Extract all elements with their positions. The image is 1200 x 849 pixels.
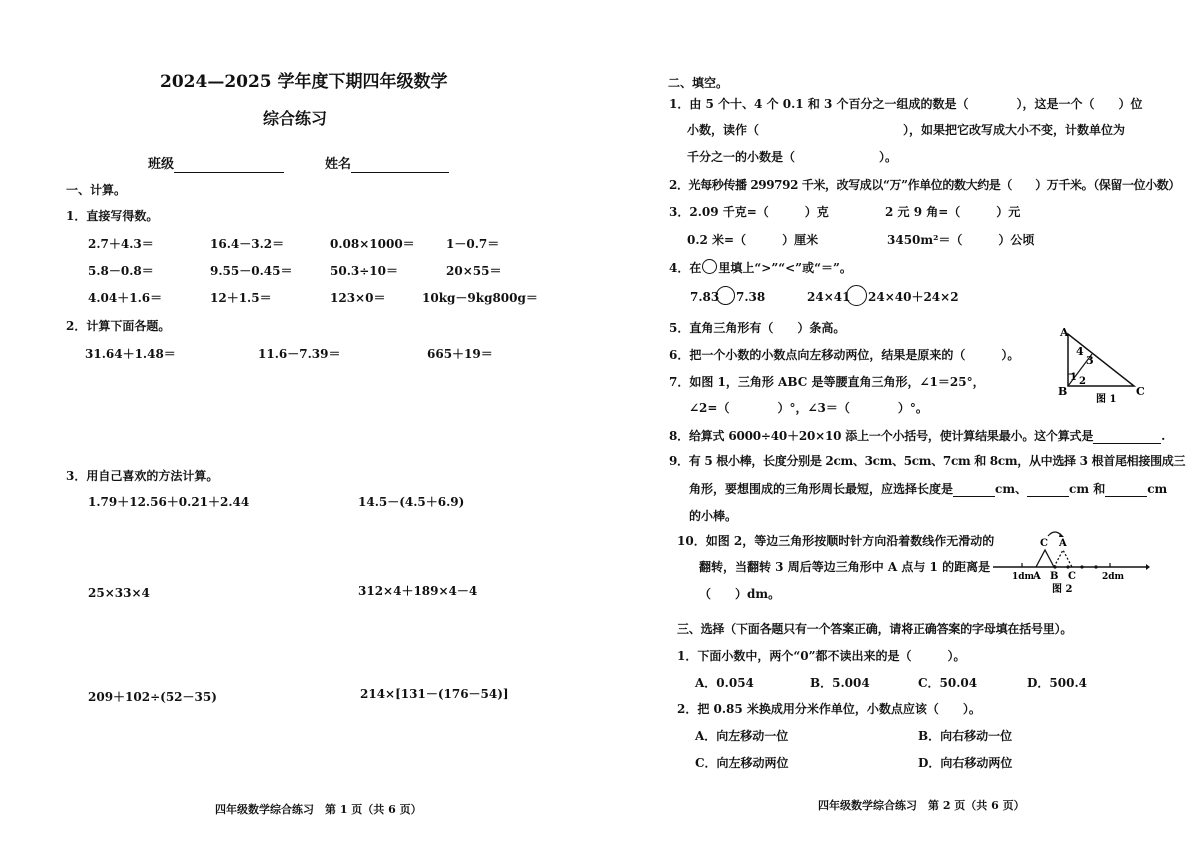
q1-item: 16.4－3.2＝ — [210, 237, 285, 251]
figure-2-number-line — [990, 524, 1150, 596]
choice-q2: 2．把 0.85 米换成用分米作单位，小数点应该（ ）。 — [677, 702, 981, 716]
q1-item: 50.3÷10＝ — [330, 264, 398, 278]
q2-title: 2．计算下面各题。 — [66, 319, 171, 333]
choice-q1-option[interactable]: A．0.054 — [695, 676, 754, 690]
q1-item: 12＋1.5＝ — [210, 291, 272, 305]
fig1-angle-4: 4 — [1076, 345, 1084, 358]
class-field — [148, 157, 284, 173]
fill-q4-pre: 4．在 — [669, 261, 702, 275]
fill-q4 — [669, 259, 852, 276]
fill-q9-line2 — [689, 481, 1167, 497]
fig2-label-b: B — [1050, 571, 1059, 582]
q8-answer-blank[interactable] — [1093, 431, 1161, 444]
page-footer: 四年级数学综合练习 第 1 页（共 6 页） — [215, 803, 422, 816]
fill-q3-c: 0.2 米=（ ）厘米 — [687, 233, 819, 247]
fig1-label-b: B — [1058, 385, 1068, 398]
q1-item: 4.04＋1.6＝ — [88, 291, 163, 305]
section-1-heading: 一、计算。 — [66, 183, 127, 197]
q3-title: 3．用自己喜欢的方法计算。 — [66, 469, 219, 483]
section-3-heading: 三、选择（下面各题只有一个答案正确，请将正确答案的字母填在括号里）。 — [677, 622, 1073, 636]
fill-q3-d: 3450m²＝（ ）公顷 — [887, 233, 1035, 247]
q1-item: 10kg－9kg800g＝ — [422, 291, 538, 305]
fill-q10-line3: （ ）dm。 — [699, 587, 781, 601]
class-blank[interactable] — [174, 160, 284, 173]
fig1-angle-2: 2 — [1079, 376, 1086, 387]
q1-item: 2.7＋4.3＝ — [88, 237, 154, 251]
q2-item: 665＋19＝ — [427, 347, 493, 361]
q1-item: 1－0.7＝ — [446, 237, 500, 251]
fill-q7-line1: 7．如图 1，三角形 ABC 是等腰直角三角形，∠1＝25°， — [669, 375, 985, 389]
q1-item: 5.8－0.8＝ — [88, 264, 154, 278]
q9-unit-3: cm — [1147, 482, 1168, 496]
choice-q1-option[interactable]: B．5.004 — [810, 676, 870, 690]
fig2-label-a: A — [1033, 571, 1041, 582]
q2-item: 31.64＋1.48＝ — [85, 347, 176, 361]
fill-q6: 6．把一个小数的小数点向左移动两位，结果是原来的（ ）。 — [669, 348, 1020, 362]
fill-q10-line1: 10．如图 2，等边三角形按顺时针方向沿着数线作无滑动的 — [677, 534, 995, 548]
fill-q4-post: 里填上“>”“<”或“＝”。 — [718, 261, 852, 275]
fill-q1-line2: 小数，读作（ ），如果把它改写成大小不变，计数单位为 — [687, 123, 1126, 137]
fill-q1-line3: 千分之一的小数是（ ）。 — [687, 150, 898, 164]
exam-subtitle: 综合练习 — [263, 109, 328, 128]
fig2-label-c: C — [1068, 571, 1076, 582]
q9-unit-2: cm 和 — [1069, 482, 1106, 496]
class-label: 班级 — [148, 157, 175, 172]
name-field — [325, 157, 449, 173]
fill-q2: 2．光每秒传播 299792 千米，改写成以“万”作单位的数大约是（ ）万千米。（保留一位小数） — [669, 178, 1181, 192]
fig1-caption: 图 1 — [1096, 394, 1117, 404]
fill-q7-line2: ∠2=（ ）°，∠3＝（ ）°。 — [689, 401, 928, 415]
q9-blank-3[interactable] — [1105, 484, 1147, 497]
fill-q5: 5．直角三角形有（ ）条高。 — [669, 321, 846, 335]
fig1-label-c: C — [1136, 385, 1145, 398]
fig2-tick-2dm: 2dm — [1102, 572, 1125, 582]
choice-q1-option[interactable]: D．500.4 — [1027, 676, 1087, 690]
q9-blank-1[interactable] — [953, 484, 995, 497]
q3-item: 1.79＋12.56＋0.21＋2.44 — [88, 495, 250, 509]
fill-q8-text: 8．给算式 6000÷40＋20×10 添上一个小括号，使计算结果最小。这个算式是 — [669, 429, 1094, 443]
q3-item: 209＋102÷(52－35) — [88, 690, 217, 704]
choice-q1: 1．下面小数中，两个“0”都不读出来的是（ ）。 — [677, 649, 966, 663]
name-label: 姓名 — [325, 157, 352, 172]
q4b-right: 24×40＋24×2 — [868, 290, 959, 304]
section-2-heading: 二、填空。 — [668, 76, 729, 90]
q3-item: 14.5－(4.5＋6.9) — [358, 495, 465, 509]
fill-q9-text: 角形，要想围成的三角形周长最短，应选择长度是 — [689, 482, 954, 496]
figure-1-triangle — [1050, 322, 1150, 404]
q1-item: 9.55－0.45＝ — [210, 264, 293, 278]
choice-q2-option[interactable]: C．向左移动两位 — [695, 756, 789, 770]
fig2-tick-1dm: 1dm — [1012, 572, 1035, 582]
right-page — [600, 0, 1200, 849]
choice-q2-option[interactable]: A．向左移动一位 — [695, 729, 789, 743]
page-footer: 四年级数学综合练习 第 2 页（共 6 页） — [818, 799, 1025, 812]
q1-item: 20×55＝ — [446, 264, 502, 278]
exam-title: 2024—2025 学年度下期四年级数学 — [160, 72, 448, 92]
q9-unit-1: cm、 — [995, 482, 1028, 496]
q3-item: 214×[131－(176－54)] — [360, 687, 509, 701]
fig1-angle-1: 1 — [1070, 372, 1077, 383]
fill-q3-a: 3．2.09 千克=（ ）克 — [669, 205, 829, 219]
fig1-label-a: A — [1060, 326, 1069, 339]
choice-q2-option[interactable]: B．向右移动一位 — [918, 729, 1013, 743]
fill-q10-line2: 翻转，当翻转 3 周后等边三角形中 A 点与 1 的距离是 — [699, 560, 991, 574]
fill-q3-b: 2 元 9 角=（ ）元 — [885, 205, 1021, 219]
q4a-right: 7.38 — [736, 290, 766, 304]
choice-q2-option[interactable]: D．向右移动两位 — [918, 756, 1013, 770]
q4b-left: 24×41 — [807, 290, 851, 304]
fig2-label-a-top: A — [1059, 538, 1067, 549]
fig2-label-c-top: C — [1040, 538, 1048, 549]
q1-item: 123×0＝ — [330, 291, 386, 305]
fill-q9-line3: 的小棒。 — [689, 509, 738, 523]
q4b-circle[interactable] — [846, 285, 867, 306]
q9-blank-2[interactable] — [1027, 484, 1069, 497]
choice-q1-option[interactable]: C．50.04 — [918, 676, 978, 690]
name-blank[interactable] — [351, 160, 449, 173]
q2-item: 11.6－7.39＝ — [258, 347, 341, 361]
q3-item: 25×33×4 — [88, 586, 150, 600]
q1-item: 0.08×1000＝ — [330, 237, 415, 251]
fill-q9-line1: 9．有 5 根小棒，长度分别是 2cm、3cm、5cm、7cm 和 8cm，从中选择 3 根首尾相接围成三 — [669, 454, 1186, 468]
compare-circle-icon — [702, 259, 717, 274]
q1-title: 1．直接写得数。 — [66, 209, 159, 223]
fill-q8: 8．给算式 6000÷40＋20×10 添上一个小括号，使计算结果最小。这个算式是 . — [669, 429, 1166, 443]
q3-item: 312×4＋189×4－4 — [358, 584, 478, 598]
q4a-circle[interactable] — [716, 286, 735, 305]
q4a-left: 7.83 — [690, 290, 720, 304]
fig1-angle-3: 3 — [1086, 354, 1094, 367]
fig2-caption: 图 2 — [1052, 584, 1073, 595]
fill-q1-line1: 1．由 5 个十、4 个 0.1 和 3 个百分之一组成的数是（ ），这是一个（ ）位 — [669, 97, 1143, 111]
